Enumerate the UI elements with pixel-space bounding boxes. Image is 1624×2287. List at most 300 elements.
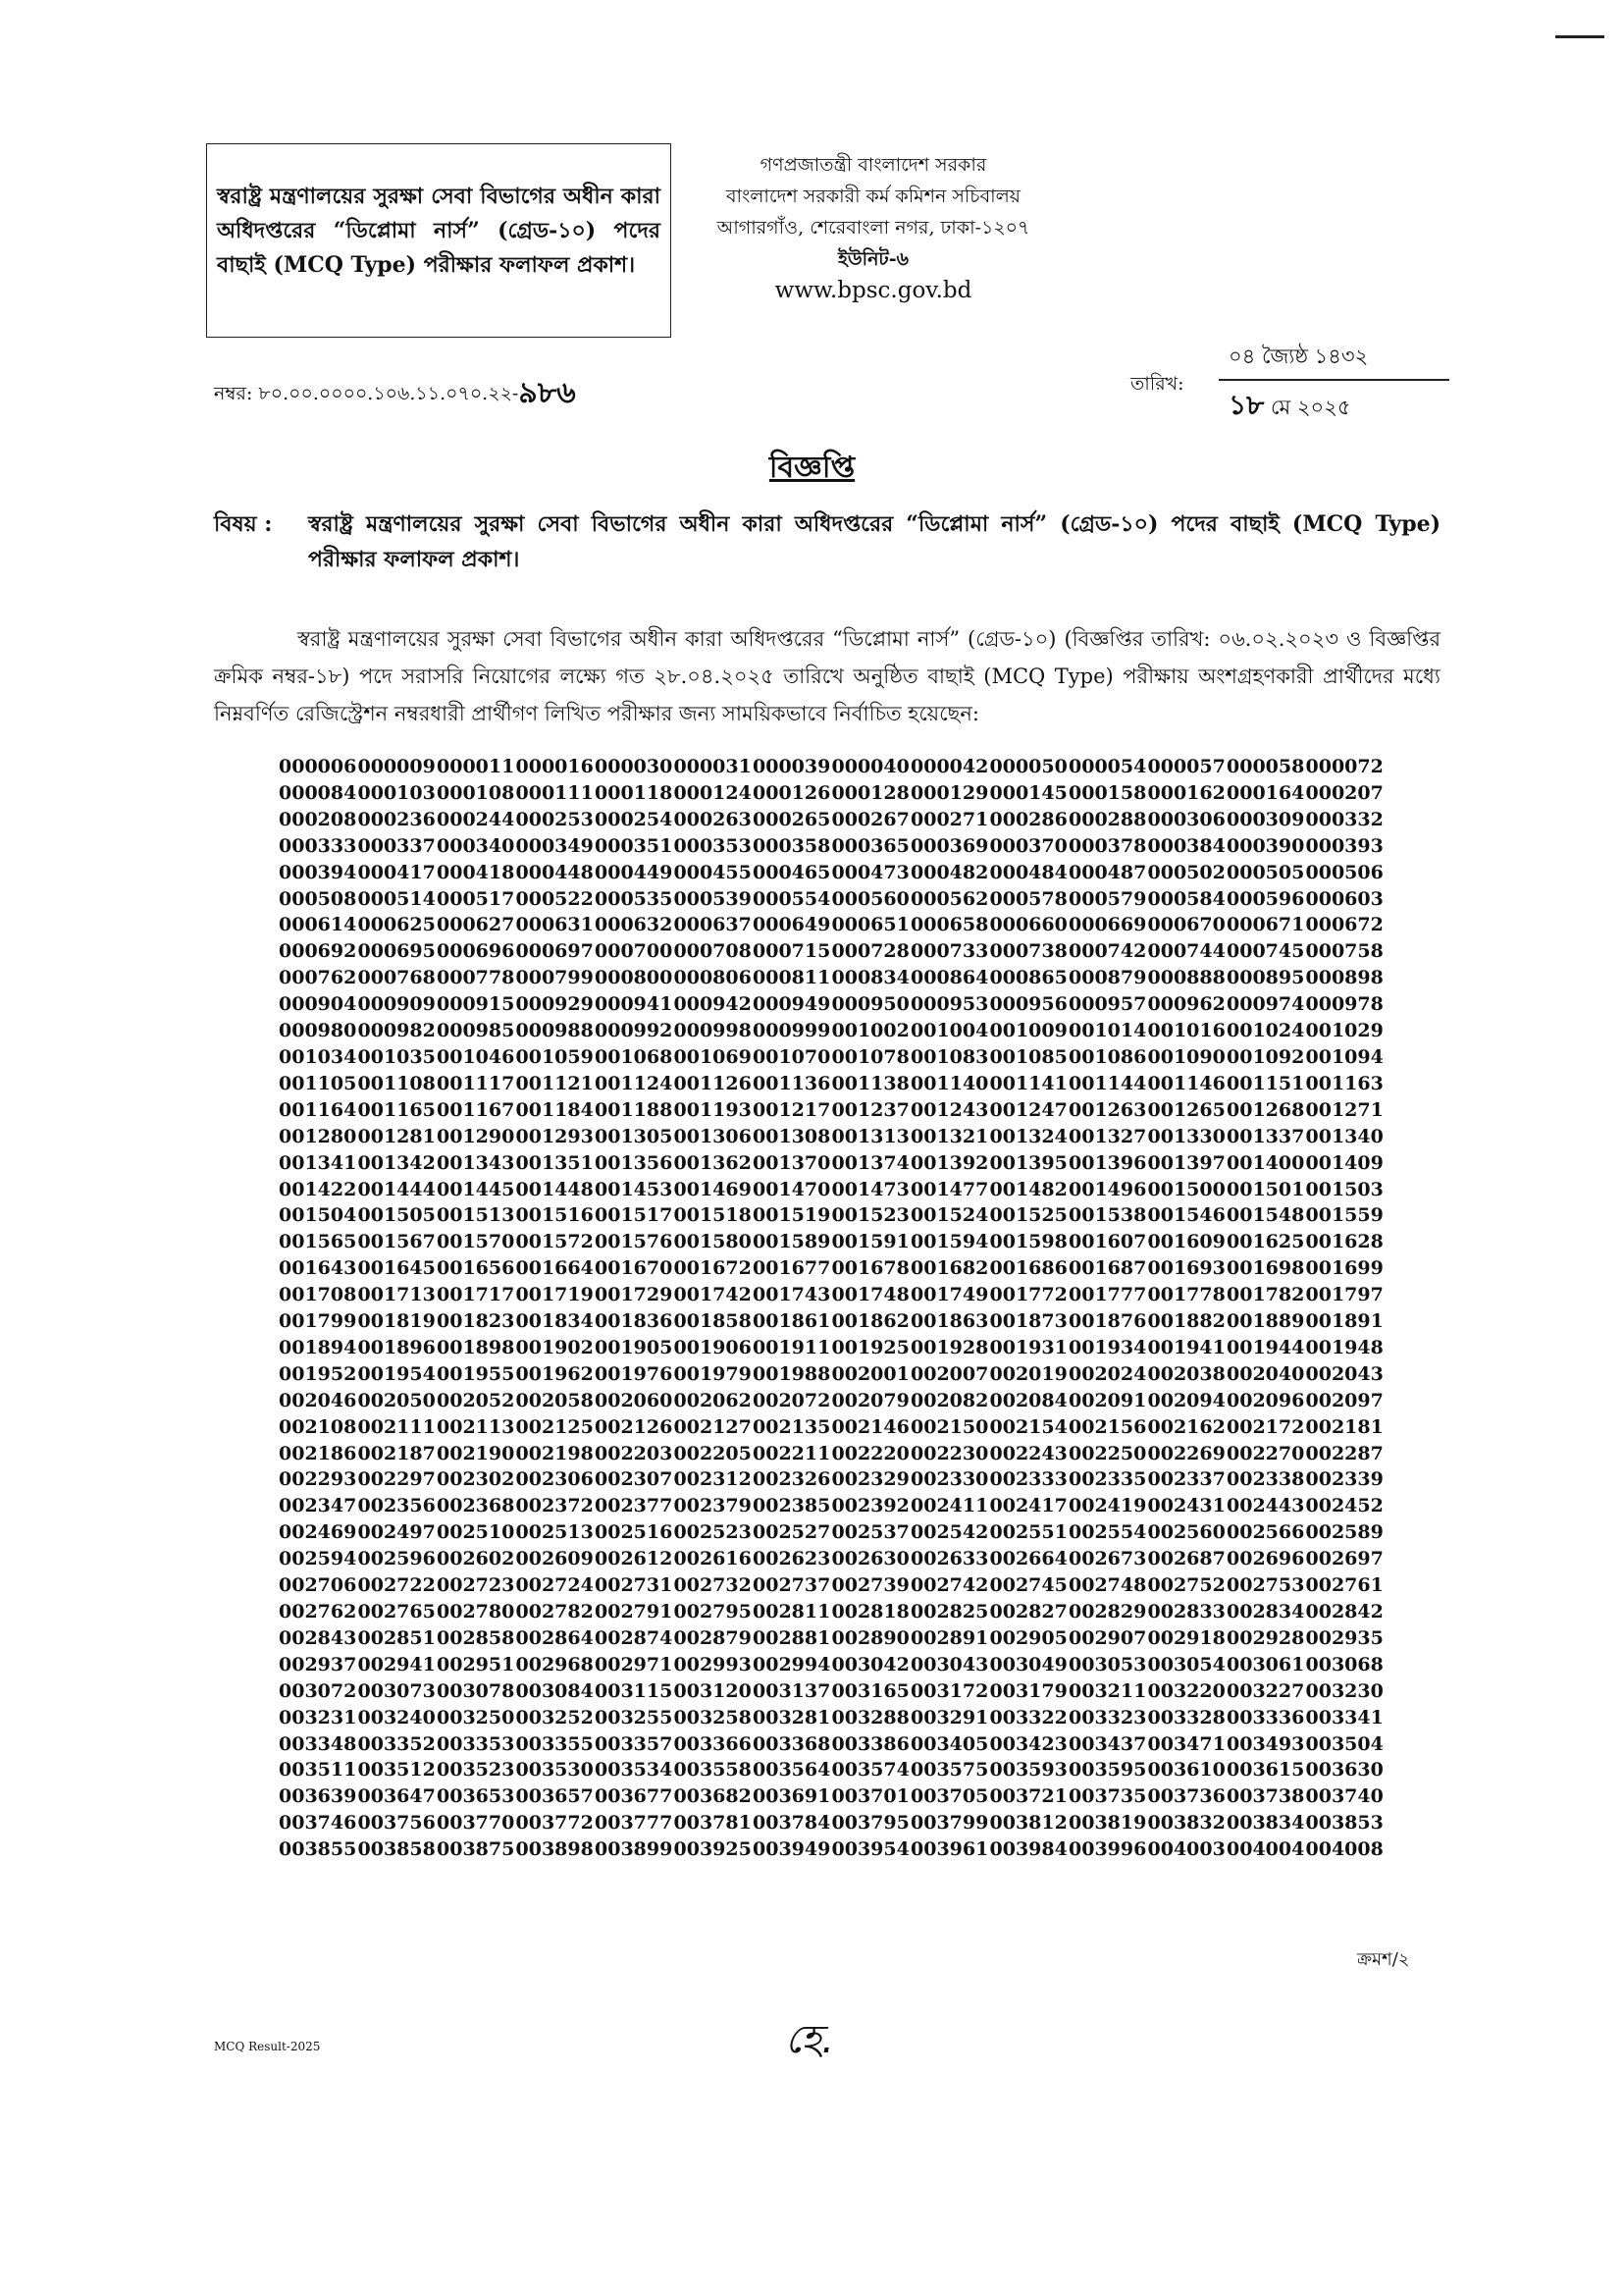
registration-number: 001954 [357, 1362, 436, 1385]
registration-number: 000384 [1147, 834, 1226, 857]
registration-number: 000332 [1305, 808, 1384, 830]
registration-number: 002368 [437, 1495, 515, 1517]
registration-number: 003078 [437, 1679, 515, 1702]
registration-number: 002722 [357, 1574, 436, 1597]
registration-number: 004008 [1305, 1838, 1384, 1861]
registration-number: 001341 [279, 1151, 357, 1174]
registration-number: 001729 [595, 1284, 673, 1306]
registration-number: 003575 [911, 1759, 989, 1782]
registration-number: 001247 [989, 1098, 1068, 1121]
registration-number: 002091 [1069, 1389, 1147, 1411]
registration-number: 001085 [989, 1045, 1068, 1068]
registration-number: 000915 [437, 993, 515, 1016]
registration-number: 002377 [595, 1495, 673, 1517]
registration-number: 002287 [1305, 1442, 1384, 1464]
registration-number: 000473 [831, 861, 910, 883]
registration-number: 002060 [595, 1389, 673, 1411]
registration-number: 002419 [1069, 1495, 1147, 1517]
registration-number: 002307 [595, 1468, 673, 1491]
registration-number: 001941 [1147, 1336, 1226, 1358]
registration-number: 001059 [515, 1045, 594, 1068]
registration-number: 001863 [911, 1310, 989, 1333]
registration-number: 004003 [1147, 1838, 1226, 1861]
website-link[interactable]: www.bpsc.gov.bd [774, 278, 972, 303]
registration-number: 001482 [989, 1178, 1068, 1200]
registration-number: 001819 [357, 1310, 436, 1333]
registration-number: 000253 [515, 808, 594, 830]
registration-number: 002706 [279, 1574, 357, 1597]
registration-number: 001374 [831, 1151, 910, 1174]
registration-number: 001069 [673, 1045, 752, 1068]
registration-number: 001836 [595, 1310, 673, 1333]
registration-number: 001925 [831, 1336, 910, 1358]
registration-number: 001496 [1069, 1178, 1147, 1200]
registration-number: 001217 [753, 1098, 831, 1121]
registration-number: 002125 [515, 1415, 594, 1438]
registration-number: 002187 [357, 1442, 436, 1464]
registration-number: 001167 [437, 1098, 515, 1121]
registration-number: 002220 [831, 1442, 910, 1464]
registration-number: 001165 [357, 1098, 436, 1121]
date-block [1130, 341, 1449, 419]
subject-text: স্বরাষ্ট্র মন্ত্রণালয়ের সুরক্ষা সেবা বিভাগের অধীন কারা অধিদপ্তরের “ডিপ্লোমা নার্স” (গ্রেড-১০) পদের বাছাই (MCQ Type) পরীক্ষার ফলাফল প্রকাশ। [308, 511, 1441, 572]
registration-number: 000118 [595, 781, 673, 804]
registration-number: 001906 [673, 1336, 752, 1358]
registration-number: 001343 [437, 1151, 515, 1174]
registration-number: 001409 [1305, 1151, 1384, 1174]
registration-number: 004004 [1227, 1838, 1305, 1861]
registration-number: 002851 [357, 1626, 436, 1649]
registration-number: 001931 [989, 1336, 1068, 1358]
registration-number: 001395 [989, 1151, 1068, 1174]
registration-number: 002602 [437, 1548, 515, 1570]
registration-number: 002905 [989, 1626, 1068, 1649]
registration-number: 000957 [1069, 993, 1147, 1016]
registration-number: 002230 [911, 1442, 989, 1464]
registration-number: 001607 [1069, 1231, 1147, 1253]
registration-number: 001748 [831, 1284, 910, 1306]
registration-number: 000700 [595, 940, 673, 963]
registration-number: 002968 [515, 1653, 594, 1675]
registration-number: 003179 [989, 1679, 1068, 1702]
registration-number: 002825 [911, 1601, 989, 1622]
registration-number: 001444 [357, 1178, 436, 1200]
registration-number: 001713 [357, 1284, 436, 1306]
registration-number: 003610 [1147, 1759, 1226, 1782]
registration-number: 002724 [515, 1574, 594, 1597]
registration-number: 003834 [1227, 1812, 1305, 1835]
registration-number: 000016 [515, 756, 594, 777]
registration-number: 000614 [279, 914, 357, 936]
registration-number: 001834 [515, 1310, 594, 1333]
registration-number: 002523 [673, 1521, 752, 1544]
registration-number: 003746 [279, 1812, 357, 1835]
registration-number: 002811 [753, 1601, 831, 1622]
registration-number: 003328 [1147, 1706, 1226, 1729]
registration-number: 002243 [989, 1442, 1068, 1464]
registration-number: 002084 [989, 1389, 1068, 1411]
registration-number: 001523 [831, 1204, 910, 1227]
registration-number: 000011 [437, 756, 515, 777]
registration-number: 003437 [1069, 1732, 1147, 1755]
registration-number: 002907 [1069, 1626, 1147, 1649]
registration-number: 000909 [357, 993, 436, 1016]
registration-number: 001265 [1147, 1098, 1226, 1121]
registration-number: 000745 [1227, 940, 1305, 963]
registration-number: 002918 [1147, 1626, 1226, 1649]
registration-number: 001643 [279, 1257, 357, 1280]
registration-number: 000992 [595, 1020, 673, 1042]
registration-number: 000811 [753, 967, 831, 989]
registration-number: 002554 [1069, 1521, 1147, 1544]
registration-number: 001117 [437, 1072, 515, 1094]
registration-number: 001518 [673, 1204, 752, 1227]
registration-number: 001503 [1305, 1178, 1384, 1200]
registration-number: 001016 [1147, 1020, 1226, 1042]
registration-number: 001505 [357, 1204, 436, 1227]
registration-number: 001576 [595, 1231, 673, 1253]
registration-number: 001891 [1305, 1310, 1384, 1333]
registration-number: 003925 [673, 1838, 752, 1861]
registration-number: 001105 [279, 1072, 357, 1094]
registration-number: 000584 [1147, 887, 1226, 910]
registration-number: 002146 [831, 1415, 910, 1438]
registration-number: 001858 [673, 1310, 752, 1333]
registration-number: 000999 [753, 1020, 831, 1042]
footer-note: MCQ Result-2025 [214, 2040, 321, 2053]
registration-number: 003252 [515, 1706, 594, 1729]
registration-number: 000369 [911, 834, 989, 857]
registration-number: 001778 [1147, 1284, 1226, 1306]
registration-number: 000378 [1069, 834, 1147, 857]
registration-number: 000695 [357, 940, 436, 963]
registration-number: 001330 [1147, 1125, 1226, 1147]
registration-number: 003677 [595, 1785, 673, 1808]
registration-number: 001400 [1227, 1151, 1305, 1174]
registration-number: 001500 [1147, 1178, 1226, 1200]
registration-number: 001448 [515, 1178, 594, 1200]
registration-number: 002356 [357, 1495, 436, 1517]
registration-number: 003996 [1069, 1838, 1147, 1861]
registration-number: 000390 [1227, 834, 1305, 857]
registration-number: 001144 [1069, 1072, 1147, 1094]
registration-number: 003211 [1069, 1679, 1147, 1702]
registration-number: 001470 [753, 1178, 831, 1200]
registration-number: 001024 [1227, 1020, 1305, 1042]
registration-number: 003043 [911, 1653, 989, 1675]
registration-number: 000806 [673, 967, 752, 989]
registration-number: 001513 [437, 1204, 515, 1227]
registration-number: 002560 [1147, 1521, 1226, 1544]
office-header [687, 149, 1060, 306]
registration-number: 000733 [911, 940, 989, 963]
registration-number: 001782 [1227, 1284, 1305, 1306]
registration-number: 003054 [1147, 1653, 1226, 1675]
registration-number: 000980 [279, 1020, 357, 1042]
registration-number: 002687 [1147, 1548, 1226, 1570]
registration-number: 000800 [595, 967, 673, 989]
registration-number: 002038 [1147, 1362, 1226, 1385]
registration-number: 003072 [279, 1679, 357, 1702]
registration-number: 000455 [673, 861, 752, 883]
registration-number: 003781 [673, 1812, 752, 1835]
registration-number: 000834 [831, 967, 910, 989]
registration-number: 000514 [357, 887, 436, 910]
registration-number: 000974 [1227, 993, 1305, 1016]
registration-number: 002108 [279, 1415, 357, 1438]
registration-number: 002616 [673, 1548, 752, 1570]
registration-number: 000128 [831, 781, 910, 804]
registration-number: 001609 [1147, 1231, 1226, 1253]
registration-number: 002723 [437, 1574, 515, 1597]
registration-number: 000042 [911, 756, 989, 777]
registration-number: 002001 [831, 1362, 910, 1385]
registration-number: 000697 [515, 940, 594, 963]
registration-number: 000671 [1227, 914, 1305, 936]
registration-number: 002113 [437, 1415, 515, 1438]
registration-number: 001281 [357, 1125, 436, 1147]
registration-number: 002951 [437, 1653, 515, 1675]
registration-number: 001002 [831, 1020, 910, 1042]
registration-number: 003366 [673, 1732, 752, 1755]
registration-number: 001469 [673, 1178, 752, 1200]
registration-number: 003288 [831, 1706, 910, 1729]
registration-number: 001524 [911, 1204, 989, 1227]
registration-number: 003770 [437, 1812, 515, 1835]
registration-number: 001962 [515, 1362, 594, 1385]
registration-number: 001243 [911, 1098, 989, 1121]
registration-number: 002443 [1227, 1495, 1305, 1517]
registration-number: 002126 [595, 1415, 673, 1438]
registration-number: 003799 [911, 1812, 989, 1835]
registration-number: 000578 [989, 887, 1068, 910]
registration-number: 002827 [989, 1601, 1068, 1622]
registration-number: 002379 [673, 1495, 752, 1517]
registration-number: 000708 [673, 940, 752, 963]
registration-number: 000865 [989, 967, 1068, 989]
registration-number: 000658 [911, 914, 989, 936]
registration-number: 003355 [515, 1732, 594, 1755]
registration-number: 002156 [1069, 1415, 1147, 1438]
registration-number: 002497 [357, 1521, 436, 1544]
registration-number: 001538 [1069, 1204, 1147, 1227]
registration-number: 002431 [1147, 1495, 1226, 1517]
registration-number: 001263 [1069, 1098, 1147, 1121]
registration-number: 002094 [1147, 1389, 1226, 1411]
registration-number: 001594 [911, 1231, 989, 1253]
registration-number: 002203 [595, 1442, 673, 1464]
office-address: আগারগাঁও, শেরেবাংলা নগর, ঢাকা-১২০৭ [716, 217, 1030, 239]
registration-number: 003493 [1227, 1732, 1305, 1755]
registration-number: 001905 [595, 1336, 673, 1358]
registration-number: 002339 [1305, 1468, 1384, 1491]
registration-number: 000108 [437, 781, 515, 804]
body-paragraph: স্বরাষ্ট্র মন্ত্রণালয়ের সুরক্ষা সেবা বিভাগের অধীন কারা অধিদপ্তরের “ডিপ্লোমা নার্স” (গ্রেড-১০) (বিজ্ঞপ্তির তারিখ: ০৬.০২.২০২৩ ও বিজ্ঞপ্তির ক্রমিক নম্বর-১৮) পদে সরাসরি নিয়োগের লক্ষ্যে গত ২৮.০৪.২০২৫ তারিখে অনুষ্ঠিত বাছাই (MCQ Type) পরীক্ষায় অংশগ্রহণকারী প্রার্থীদের মধ্যে নিম্নবর্ণিত রেজিস্ট্রেশন নম্বরধারী প্রার্থীগণ লিখিত পরীক্ষার জন্য সাময়িকভাবে নির্বাচিত হয়েছেন: [214, 627, 1441, 725]
registration-number: 001567 [357, 1231, 436, 1253]
registration-number: 002782 [515, 1601, 594, 1622]
registration-number: 003705 [911, 1785, 989, 1808]
registration-number: 000956 [989, 993, 1068, 1016]
date-gregorian [1229, 384, 1350, 430]
registration-number: 003595 [1069, 1759, 1147, 1782]
registration-number: 000009 [357, 756, 436, 777]
registration-number: 003250 [437, 1706, 515, 1729]
registration-number: 003231 [279, 1706, 357, 1729]
registration-number: 001151 [1227, 1072, 1305, 1094]
registration-number: 002082 [911, 1389, 989, 1411]
registration-number: 002297 [357, 1468, 436, 1491]
registration-number: 000672 [1305, 914, 1384, 936]
registration-number: 001672 [673, 1257, 752, 1280]
registration-number: 000904 [279, 993, 357, 1016]
registration-number: 000263 [673, 808, 752, 830]
registration-number: 002890 [831, 1626, 910, 1649]
registration-number: 000031 [673, 756, 752, 777]
registration-number: 001293 [515, 1125, 594, 1147]
registration-number: 001477 [911, 1178, 989, 1200]
registration-number: 003386 [831, 1732, 910, 1755]
registration-number: 000898 [1305, 967, 1384, 989]
registration-number: 002843 [279, 1626, 357, 1649]
registration-number: 000309 [1227, 808, 1305, 830]
registration-number: 002874 [595, 1626, 673, 1649]
registration-number: 000288 [1069, 808, 1147, 830]
registration-number: 002181 [1305, 1415, 1384, 1438]
registration-number: 001014 [1069, 1020, 1147, 1042]
registration-number: 001976 [595, 1362, 673, 1385]
registration-number: 001896 [357, 1336, 436, 1358]
registration-number: 002186 [279, 1442, 357, 1464]
registration-number: 003368 [753, 1732, 831, 1755]
registration-number: 000505 [1227, 861, 1305, 883]
registration-number: 002752 [1147, 1574, 1226, 1597]
registration-number: 000953 [911, 993, 989, 1016]
registration-number: 000669 [1069, 914, 1147, 936]
registration-number: 000394 [279, 861, 357, 883]
registration-number: 000799 [515, 967, 594, 989]
registration-number: 002306 [515, 1468, 594, 1491]
registration-number: 001078 [831, 1045, 910, 1068]
registration-number: 002834 [1227, 1601, 1305, 1622]
registration-number: 001046 [437, 1045, 515, 1068]
registration-number: 000506 [1305, 861, 1384, 883]
registration-number: 001029 [1305, 1020, 1384, 1042]
registration-number: 000465 [753, 861, 831, 883]
memo-number [214, 369, 576, 419]
registration-number: 002664 [989, 1548, 1068, 1570]
registration-number: 002190 [437, 1442, 515, 1464]
registration-number: 001124 [595, 1072, 673, 1094]
registration-number: 000358 [753, 834, 831, 857]
registration-number: 002385 [753, 1495, 831, 1517]
registration-number: 000888 [1147, 967, 1226, 989]
registration-number: 001362 [673, 1151, 752, 1174]
registration-number: 001035 [357, 1045, 436, 1068]
registration-number: 001004 [911, 1020, 989, 1042]
registration-number: 001693 [1147, 1257, 1226, 1280]
registration-number: 001699 [1305, 1257, 1384, 1280]
registration-number: 000579 [1069, 887, 1147, 910]
registration-number: 003574 [831, 1759, 910, 1782]
registration-number: 001146 [1147, 1072, 1226, 1094]
registration-number: 000306 [1147, 808, 1226, 830]
registration-number: 003049 [989, 1653, 1068, 1675]
registration-number: 002154 [989, 1415, 1068, 1438]
registration-number: 001422 [279, 1178, 357, 1200]
registration-number: 001749 [911, 1284, 989, 1306]
registration-number: 003795 [831, 1812, 910, 1835]
registration-number: 001682 [911, 1257, 989, 1280]
registration-number: 002372 [515, 1495, 594, 1517]
registration-number: 002537 [831, 1521, 910, 1544]
registration-number: 001862 [831, 1310, 910, 1333]
registration-number: 002302 [437, 1468, 515, 1491]
registration-number: 000158 [1069, 781, 1147, 804]
registration-number: 002542 [911, 1521, 989, 1544]
registration-number: 000554 [753, 887, 831, 910]
registration-number: 002162 [1147, 1415, 1226, 1438]
registration-number: 001861 [753, 1310, 831, 1333]
registration-number: 001546 [1147, 1204, 1226, 1227]
registration-number: 000267 [831, 808, 910, 830]
registration-number: 003137 [753, 1679, 831, 1702]
registration-number: 000562 [911, 887, 989, 910]
registration-number: 003322 [989, 1706, 1068, 1729]
registration-number: 001356 [595, 1151, 673, 1174]
registration-number: 001138 [831, 1072, 910, 1094]
registration-number: 002392 [831, 1495, 910, 1517]
registration-number: 000050 [989, 756, 1068, 777]
registration-number: 002096 [1227, 1389, 1305, 1411]
registration-number: 000670 [1147, 914, 1226, 936]
registration-number: 001086 [1069, 1045, 1147, 1068]
registration-number: 000039 [753, 756, 831, 777]
registration-number: 000418 [437, 861, 515, 883]
registration-number: 003240 [357, 1706, 436, 1729]
registration-number: 002994 [753, 1653, 831, 1675]
registration-number: 003949 [753, 1838, 831, 1861]
date-label: তারিখ: [1130, 373, 1184, 395]
registration-number: 000333 [279, 834, 357, 857]
registration-number: 000393 [1305, 834, 1384, 857]
registration-number: 003511 [279, 1759, 357, 1782]
signature-initial: হে. [785, 2017, 834, 2062]
registration-number: 002079 [831, 1389, 910, 1411]
registration-number: 002697 [1305, 1548, 1384, 1570]
registration-number: 002891 [911, 1626, 989, 1649]
registration-number: 000637 [673, 914, 752, 936]
govt-name: গণপ্রজাতন্ত্রী বাংলাদেশ সরকার [760, 154, 987, 176]
registration-number: 000941 [595, 993, 673, 1016]
registration-number: 002696 [1227, 1548, 1305, 1570]
registration-number: 001687 [1069, 1257, 1147, 1280]
registration-number: 000942 [673, 993, 752, 1016]
registration-number: 002737 [753, 1574, 831, 1597]
registration-number: 003735 [1069, 1785, 1147, 1808]
registration-number: 001108 [357, 1072, 436, 1094]
registration-number: 000207 [1305, 781, 1384, 804]
registration-number: 001686 [989, 1257, 1068, 1280]
registration-number: 001392 [911, 1151, 989, 1174]
registration-number: 000502 [1147, 861, 1226, 883]
registration-number: 001873 [989, 1310, 1068, 1333]
registration-number: 000535 [595, 887, 673, 910]
registration-number: 002417 [989, 1495, 1068, 1517]
registration-number: 001559 [1305, 1204, 1384, 1227]
registration-number: 000448 [515, 861, 594, 883]
registration-number: 002198 [515, 1442, 594, 1464]
registration-number: 003832 [1147, 1812, 1226, 1835]
